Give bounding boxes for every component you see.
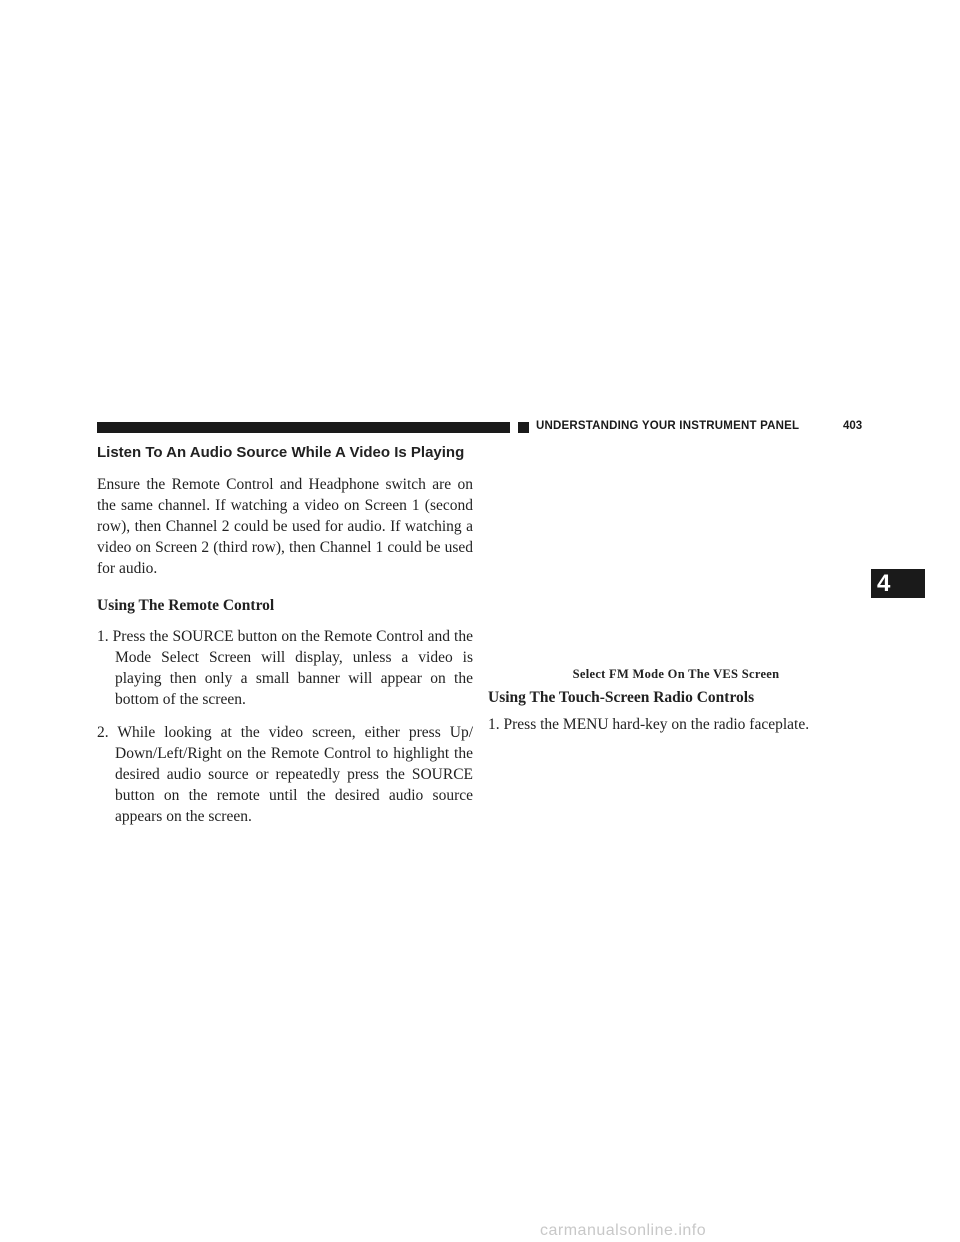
running-header-title: UNDERSTANDING YOUR INSTRUMENT PANEL	[536, 420, 800, 432]
touch-screen-subheading: Using The Touch-Screen Radio Controls	[488, 689, 755, 706]
intro-paragraph: Ensure the Remote Control and Headphone switch are on the same channel. If watching a video on Screen 1 (second row), then Channel 2 could be used for audio. If watching a video on Screen 2 (third row), then Channel 1 could be used for audio.	[97, 476, 473, 577]
figure-caption: Select FM Mode On The VES Screen	[572, 667, 780, 681]
section-heading: Listen To An Audio Source While A Video Is Playing	[97, 444, 465, 461]
step-2: 2. While looking at the video screen, either press Up/ Down/Left/Right on the Remote Control to highlight the desired audio source or repeatedly press the SOURCE button on the remote until the desired audio source appears on the screen.	[97, 724, 473, 825]
remote-control-subheading: Using The Remote Control	[97, 597, 275, 614]
header-rule-marker	[518, 422, 529, 433]
watermark-logo: carmanualsonline.info	[540, 1222, 707, 1239]
header-rule	[97, 422, 510, 433]
step-1: 1. Press the SOURCE button on the Remote Control and the Mode Select Screen will display, unless a video is playing then only a small banner will appear on the bottom of the screen.	[97, 628, 473, 708]
page-number: 403	[843, 420, 863, 432]
left-column	[97, 443, 473, 839]
touch-screen-step-1: 1. Press the MENU hard-key on the radio faceplate.	[488, 716, 810, 733]
chapter-tab: 4	[871, 569, 925, 598]
